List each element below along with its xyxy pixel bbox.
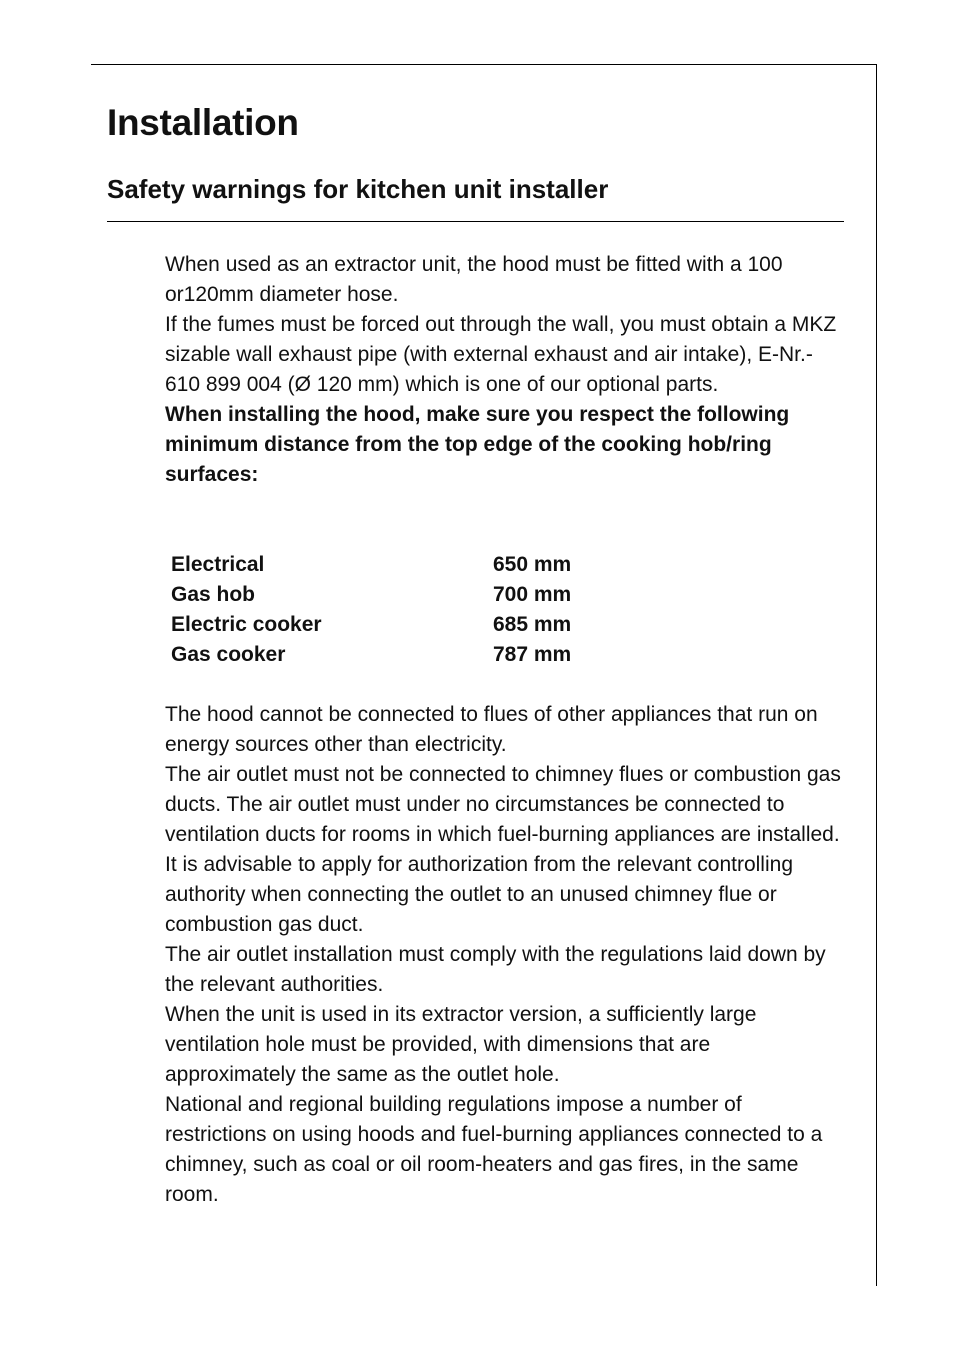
intro-text <box>165 250 845 490</box>
body-paragraph: The air outlet installation must comply with the regulations laid down by the relevant authorities. <box>165 943 826 996</box>
table-row <box>168 640 571 670</box>
section-divider <box>107 221 844 222</box>
distance-value: 650 mm <box>493 553 572 576</box>
intro-paragraph: When used as an extractor unit, the hood must be fitted with a 100 or120mm diameter hose. <box>165 253 783 306</box>
table-row <box>168 550 571 580</box>
distance-value: 787 mm <box>493 643 572 666</box>
distance-value: 685 mm <box>493 613 572 636</box>
minimum-distance-table <box>168 550 571 670</box>
distance-value: 700 mm <box>493 583 572 606</box>
table-row <box>168 610 571 640</box>
distance-label: Gas hob <box>171 583 256 606</box>
table-row <box>168 580 571 610</box>
body-paragraph: National and regional building regulations impose a number of restrictions on using hoods and fuel-burning appliances connected to a chimney, such as coal or oil room-heaters and gas fires, in the same room. <box>165 1093 823 1206</box>
body-paragraph: The air outlet must not be connected to chimney flues or combustion gas ducts. The air outlet must under no circumstances be connected to ventilation ducts for rooms in which fuel-burning appliances are installed. <box>165 763 841 846</box>
page-frame-right-rule <box>876 64 877 1286</box>
body-paragraph: When the unit is used in its extractor version, a sufficiently large ventilation hole must be provided, with dimensions that are approximately the same as the outlet hole. <box>165 1003 757 1086</box>
page-title: Installation <box>107 102 299 143</box>
intro-warning-paragraph: When installing the hood, make sure you respect the following minimum distance from the top edge of the cooking hob/ring surfaces: <box>165 403 790 486</box>
body-paragraph: The hood cannot be connected to flues of other appliances that run on energy sources other than electricity. <box>165 703 818 756</box>
distance-label: Electrical <box>171 553 265 576</box>
distance-label: Gas cooker <box>171 643 286 666</box>
page-frame-top-rule <box>91 64 877 65</box>
safety-text <box>165 700 845 1210</box>
section-heading: Safety warnings for kitchen unit installer <box>107 174 609 204</box>
body-paragraph: It is advisable to apply for authorization from the relevant controlling authority when connecting the outlet to an unused chimney flue or combustion gas duct. <box>165 853 794 936</box>
intro-paragraph: If the fumes must be forced out through the wall, you must obtain a MKZ sizable wall exhaust pipe (with external exhaust and air intake), E-Nr.- 610 899 004 (Ø 120 mm) which is one of our optional parts. <box>165 313 837 396</box>
distance-label: Electric cooker <box>171 613 322 636</box>
